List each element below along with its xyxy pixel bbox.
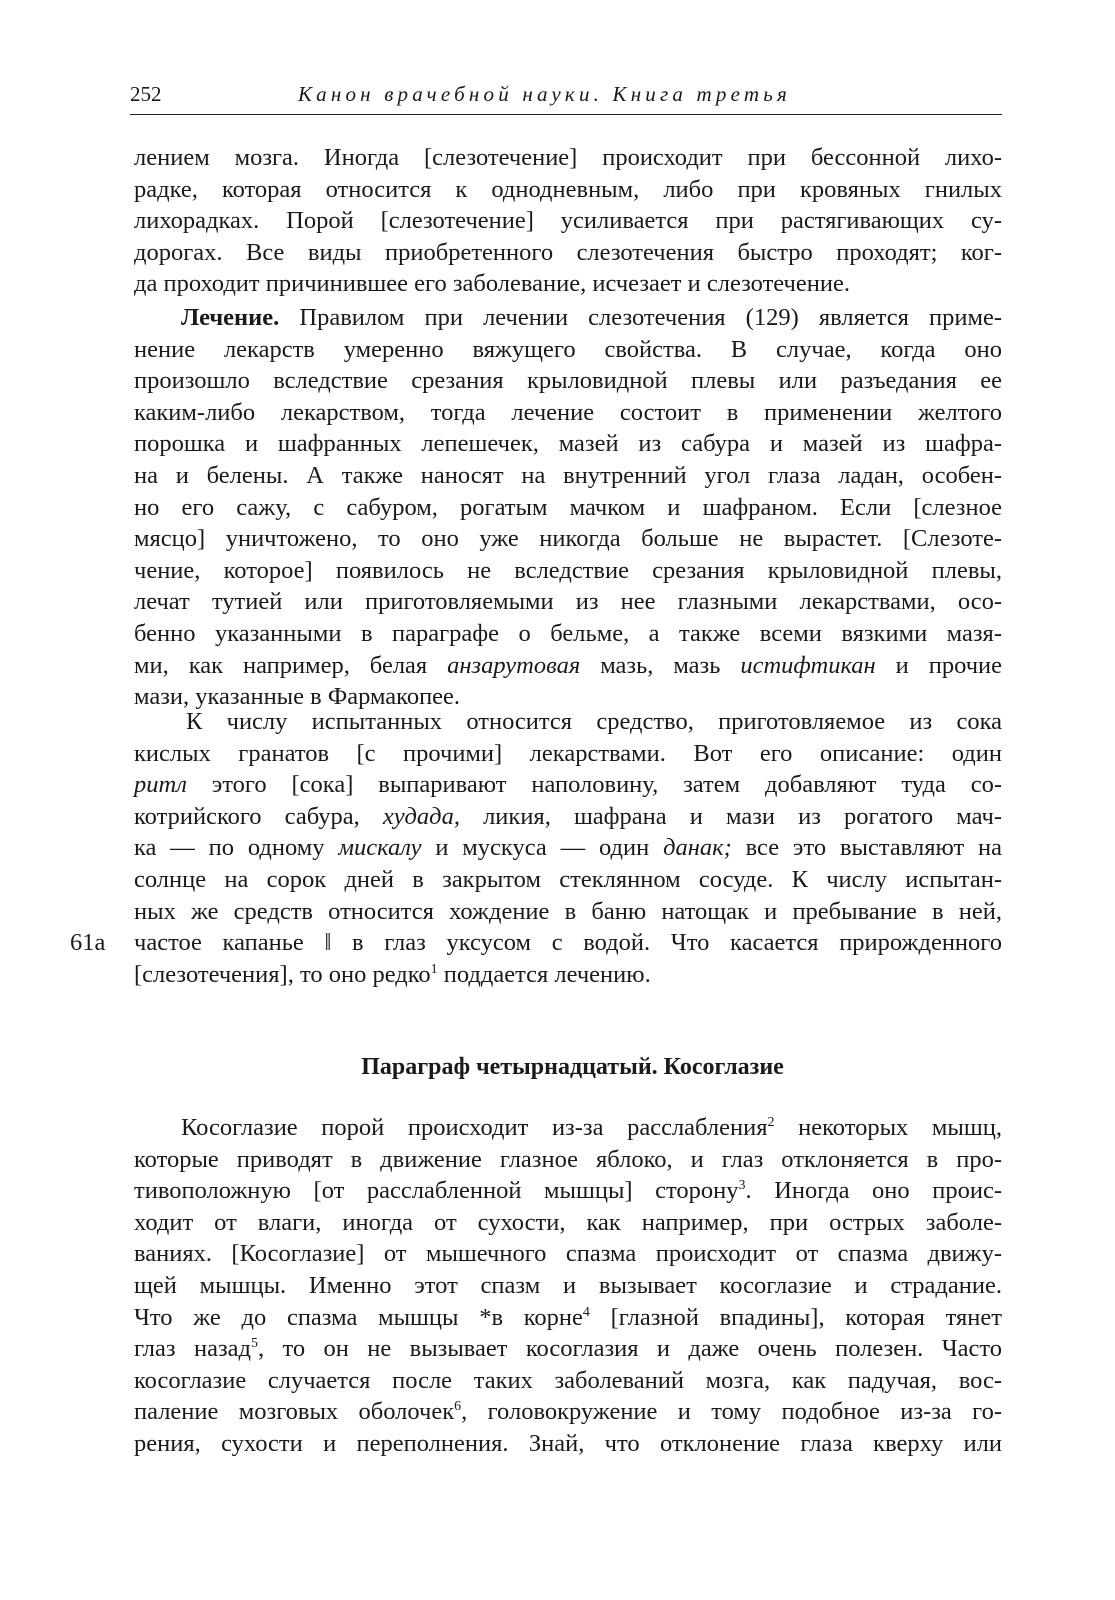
text-line: нение лекарств умеренно вяжущего свойства. В случае, когда оно [134,335,1002,363]
text-line: чение, которое] появилось не вследствие срезания крыловидной плевы, [134,556,1002,584]
text-line: котрийского сабура, худада, ликия, шафрана и мази из рогатого мач- [134,802,1002,830]
paragraph-strabismus [134,1112,1002,1460]
section-title: Параграф четырнадцатый. Косоглазие [361,1054,784,1080]
text-line: Косоглазие порой происходит из-за расслабления$^2$ некоторых мышц, [181,1114,1002,1141]
text-line: произошло вследствие срезания крыловидной плевы или разъедания ее [134,367,1002,395]
text-line: на и белены. А также наносят на внутренний угол глаза ладан, особен- [134,461,1002,489]
text-line: К числу испытанных относится средство, приготовляемое из сока [186,708,1002,735]
text-line: ходит от влаги, иногда от сухости, как например, при острых заболе- [134,1208,1002,1236]
text-line: рения, сухости и переполнения. Знай, что отклонение глаза кверху или [134,1429,1002,1457]
text-line: [слезотечения], то оно редко$^1$ поддается лечению. [134,960,651,988]
footnote-marker: 2 [767,1115,775,1130]
paragraph-tested-remedies [70,706,1002,990]
running-title: Канон врачебной науки. Книга третья [298,82,791,106]
paragraph-treatment [134,302,1002,713]
text-line: да проходит причинившее его заболевание, исчезает и слезотечение. [134,270,850,298]
footnote-marker: 6 [454,1399,462,1415]
text-line: щей мышцы. Именно этот спазм и вызывает косоглазие и страдание. [134,1271,1002,1299]
text-line: ми, как например, белая анзарутовая мазь, мазь истифтикан и прочие [134,651,1003,679]
text-line: кислых гранатов [с прочими] лекарствами. Вот его описание: один [134,739,1002,767]
text-line: Что же до спазма мышцы *в корне$^4$ [глазной впадины], которая тянет [134,1303,1002,1331]
footnote-marker: 4 [582,1304,590,1320]
text-line: глаз назад$^5$, то он не вызывает косоглазия и даже очень полезен. Часто [134,1335,1003,1363]
text-line: но его сажу, с сабуром, рогатым мачком и шафраном. Если [слезное [134,493,1002,521]
text-line: мясцо] уничтожено, то оно уже никогда больше не вырастет. [Слезоте- [134,525,1002,553]
text-line: лечат тутией или приготовляемыми из нее глазными лекарствами, осо- [134,588,1002,616]
paragraph-continuation [134,142,1002,300]
text-line: дорогах. Все виды приобретенного слезотечения быстро проходят; ког- [134,238,1002,266]
text-line: ка — по одному мискалу и мускуса — один данак; все это выставляют на [134,834,1002,862]
text-line: солнце на сорок дней в закрытом стеклянном сосуде. К числу испытан- [134,865,1002,893]
text-line: мази, указанные в Фармакопее. [134,683,461,711]
text-line: радке, которая относится к однодневным, либо при кровяных гнилых [134,175,1002,203]
text-line: ных же средств относится хождение в баню натощак и пребывание в ней, [134,897,1002,925]
folio-margin-note: 61а [70,929,106,957]
text-line: паление мозговых оболочек$^6$, головокружение и тому подобное из-за го- [134,1398,1002,1426]
footnote-marker: 3 [738,1178,746,1194]
text-line: каким-либо лекарством, тогда лечение состоит в применении желтого [134,398,1002,426]
text-line: бенно указанными в параграфе о бельме, а также всеми вязкими мазя- [134,619,1002,647]
footnote-marker: 5 [250,1336,258,1352]
text-line: Лечение. Правилом при лечении слезотечения (129) является приме- [181,304,1002,331]
text-line: лихорадках. Порой [слезотечение] усиливается при растягивающих су- [134,207,1002,235]
text-line: тивоположную [от расслабленной мышцы] сторону$^3$. Иногда оно проис- [134,1177,1002,1205]
page-number: 252 [130,82,162,106]
text-line: лением мозга. Иногда [слезотечение] происходит при бессонной лихо- [134,144,1002,171]
text-line: которые приводят в движение глазное яблоко, и глаз отклоняется в про- [134,1145,1002,1173]
text-line: порошка и шафранных лепешечек, мазей из сабура и мазей из шафра- [134,430,1002,458]
text-line: 61а частое капанье ‖ в глаз уксусом с водой. Что касается прирожденного [134,927,1002,959]
footnote-marker: 1 [430,961,438,977]
text-line: ритл этого [сока] выпаривают наполовину, затем добавляют туда со- [134,771,1002,799]
treatment-heading: Лечение. [181,304,280,331]
page-header [130,78,1002,115]
text-line: ваниях. [Косоглазие] от мышечного спазма происходит от спазма движу- [134,1240,1002,1268]
text-line: косоглазие случается после таких заболеваний мозга, как падучая, вос- [134,1366,1002,1394]
